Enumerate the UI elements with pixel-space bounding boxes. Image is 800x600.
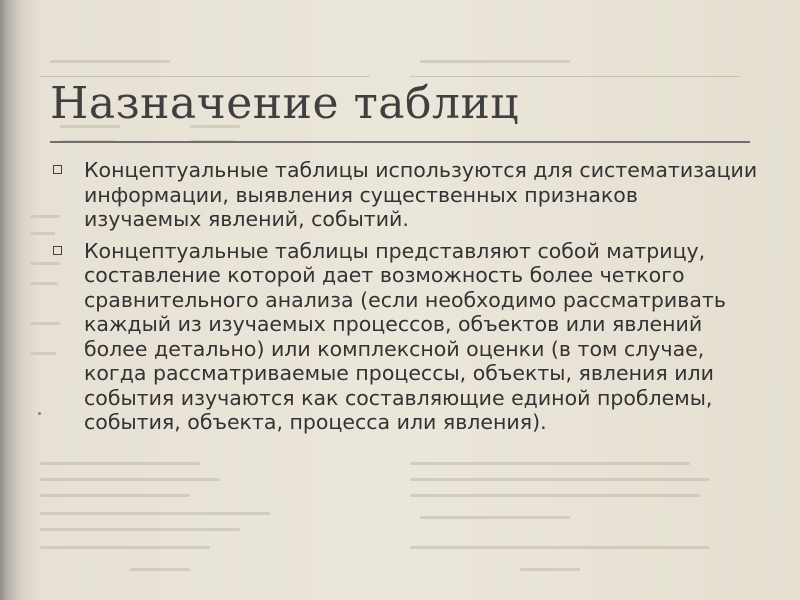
hollow-square-bullet-icon [53, 246, 62, 255]
list-item [50, 158, 760, 232]
title-divider [50, 141, 750, 143]
bullet-text: Концептуальные таблицы используются для систематизации информации, выявления существенных признаков изучаемых явлений, событий. [84, 158, 758, 231]
scan-speck [38, 412, 41, 415]
bullet-text: Концептуальные таблицы представляют собой матрицу, составление которой дает возможность более четкого сравнительного анализа (если необходимо рассматривать каждый из изучаемых процессов, объектов или явлений более детально) или комплексной оценки (в том случае, когда рассматриваемые процессы, объекты, явления или события изучаются как составляющие единой проблемы, события, объекта, процесса или явления). [84, 238, 726, 434]
page-title: Назначение таблиц [50, 78, 520, 129]
list-item [50, 239, 760, 435]
bullet-list [50, 158, 760, 442]
hollow-square-bullet-icon [53, 165, 62, 174]
